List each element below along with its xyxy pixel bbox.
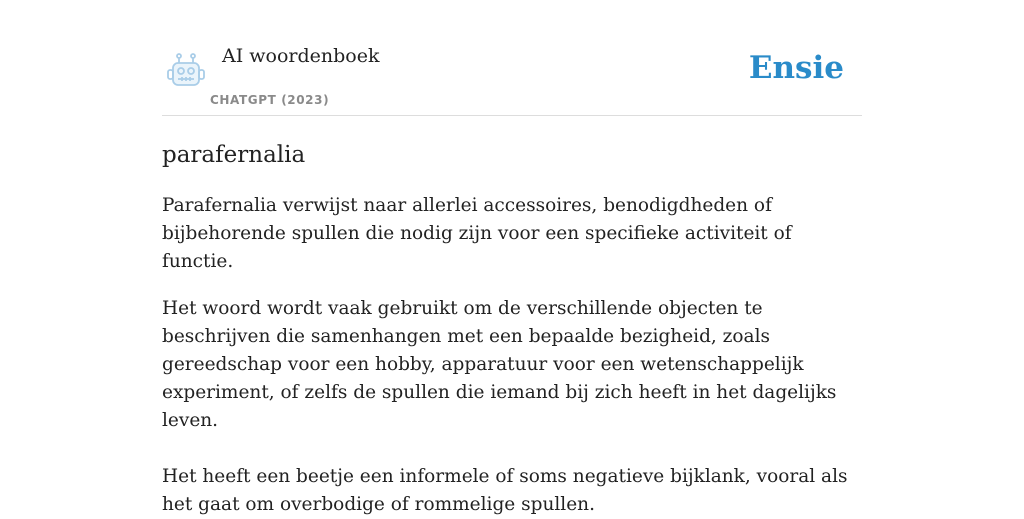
robot-icon — [166, 52, 206, 92]
ensie-logo[interactable]: Ensie — [748, 50, 844, 86]
dictionary-source: CHATGPT (2023) — [210, 93, 330, 107]
entry-term: parafernalia — [162, 142, 306, 168]
definition-paragraph: Parafernalia verwijst naar allerlei accessoires, benodigdheden of bijbehorende spullen die nodig zijn voor een specifieke activiteit of functie. — [162, 195, 792, 272]
dictionary-name[interactable]: AI woordenboek — [222, 45, 380, 67]
definition-paragraph: Het heeft een beetje een informele of soms negatieve bijklank, vooral als het gaat om overbodige of rommelige spullen. — [162, 466, 848, 515]
page-content — [162, 0, 862, 519]
definition-paragraph: Het woord wordt vaak gebruikt om de verschillende objecten te beschrijven die samenhangen met een bepaalde bezigheid, zoals gereedschap voor een hobby, apparatuur voor een wetenschappelijk experiment, of zelfs de spullen die iemand bij zich heeft in het dagelijks leven. — [162, 298, 837, 431]
entry-header — [162, 0, 862, 116]
